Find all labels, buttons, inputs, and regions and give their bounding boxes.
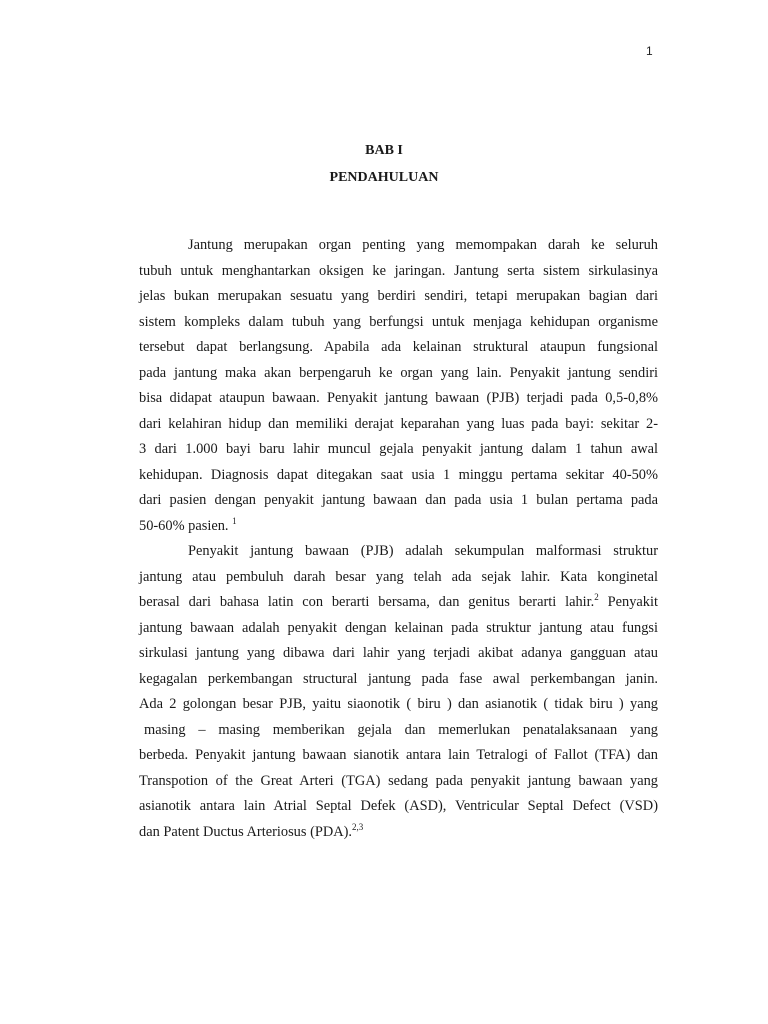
paragraph-line: Ada 2 golongan besar PJB, yaitu siaonotik ( biru ) dan asianotik ( tidak biru ) yang (139, 696, 658, 712)
paragraph-line: Transpotion of the Great Arteri (TGA) sedang pada penyakit jantung bawaan yang (139, 772, 658, 789)
footnote-ref: 2,3 (352, 821, 364, 832)
chapter-title: PENDAHULUAN (329, 170, 439, 185)
chapter-heading (0, 137, 768, 191)
paragraph-line-text: berasal dari bahasa latin con berarti bersama, dan genitus berarti lahir. (139, 594, 595, 610)
paragraph-line: Jantung merupakan organ penting yang memompakan darah ke seluruh (188, 237, 658, 253)
body-text (139, 233, 658, 845)
paragraph-line: dari pasien dengan penyakit jantung bawaan dan pada usia 1 bulan pertama pada (139, 492, 658, 508)
paragraph-line: jantung bawaan adalah penyakit dengan kelainan pada struktur jantung atau fungsi (139, 619, 658, 636)
paragraph-line: tersebut dapat berlangsung. Apabila ada kelainan struktural ataupun fungsional (139, 339, 658, 355)
paragraph-line: asianotik antara lain Atrial Septal Defek (ASD), Ventricular Septal Defect (VSD) (139, 798, 658, 814)
paragraph-line (139, 820, 658, 846)
paragraph-line: kehidupan. Diagnosis dapat ditegakan saat usia 1 minggu pertama sekitar 40-50% (139, 466, 658, 483)
paragraph-line: pada jantung maka akan berpengaruh ke organ yang lain. Penyakit jantung sendiri (139, 364, 658, 381)
paragraph-line (139, 590, 658, 616)
footnote-ref: 2 (594, 592, 599, 602)
paragraph-line: tubuh untuk menghantarkan oksigen ke jaringan. Jantung serta sistem sirkulasinya (139, 262, 658, 279)
paragraph-line-text: dan Patent Ductus Arteriosus (PDA). (139, 823, 353, 840)
paragraph-line: masing – masing memberikan gejala dan memerlukan penatalaksanaan yang (144, 721, 658, 738)
page-number: 1 (646, 44, 653, 58)
paragraph-line-text: Penyakit (598, 594, 658, 610)
paragraph-line: sistem kompleks dalam tubuh yang berfungsi untuk menjaga kehidupan organisme (139, 313, 658, 330)
paragraph-line: bisa didapat ataupun bawaan. Penyakit jantung bawaan (PJB) terjadi pada 0,5-0,8% (139, 390, 658, 406)
paragraph-line: Penyakit jantung bawaan (PJB) adalah sekumpulan malformasi struktur (188, 543, 658, 559)
paragraph-line: jelas bukan merupakan sesuatu yang berdiri sendiri, tetapi merupakan bagian dari (139, 288, 658, 304)
paragraph-line: kegagalan perkembangan structural jantung pada fase awal perkembangan janin. (139, 670, 658, 687)
paragraph-line: jantung atau pembuluh darah besar yang telah ada sejak lahir. Kata konginetal (139, 568, 658, 585)
paragraph-line: berbeda. Penyakit jantung bawaan sianotik antara lain Tetralogi of Fallot (TFA) dan (139, 747, 658, 763)
paragraph-line: sirkulasi jantung yang dibawa dari lahir yang terjadi akibat adanya gangguan atau (139, 645, 658, 661)
paragraph-1 (139, 233, 658, 539)
paragraph-line (139, 514, 658, 540)
paragraph-2 (139, 539, 658, 845)
chapter-number: BAB I (365, 143, 403, 158)
paragraph-line: dari kelahiran hidup dan memiliki derajat keparahan yang luas pada bayi: sekitar 2- (139, 415, 658, 432)
footnote-ref: 1 (232, 515, 237, 526)
paragraph-line-text: 50-60% pasien. (139, 517, 233, 534)
paragraph-line: 3 dari 1.000 bayi baru lahir muncul gejala penyakit jantung dalam 1 tahun awal (139, 441, 658, 457)
